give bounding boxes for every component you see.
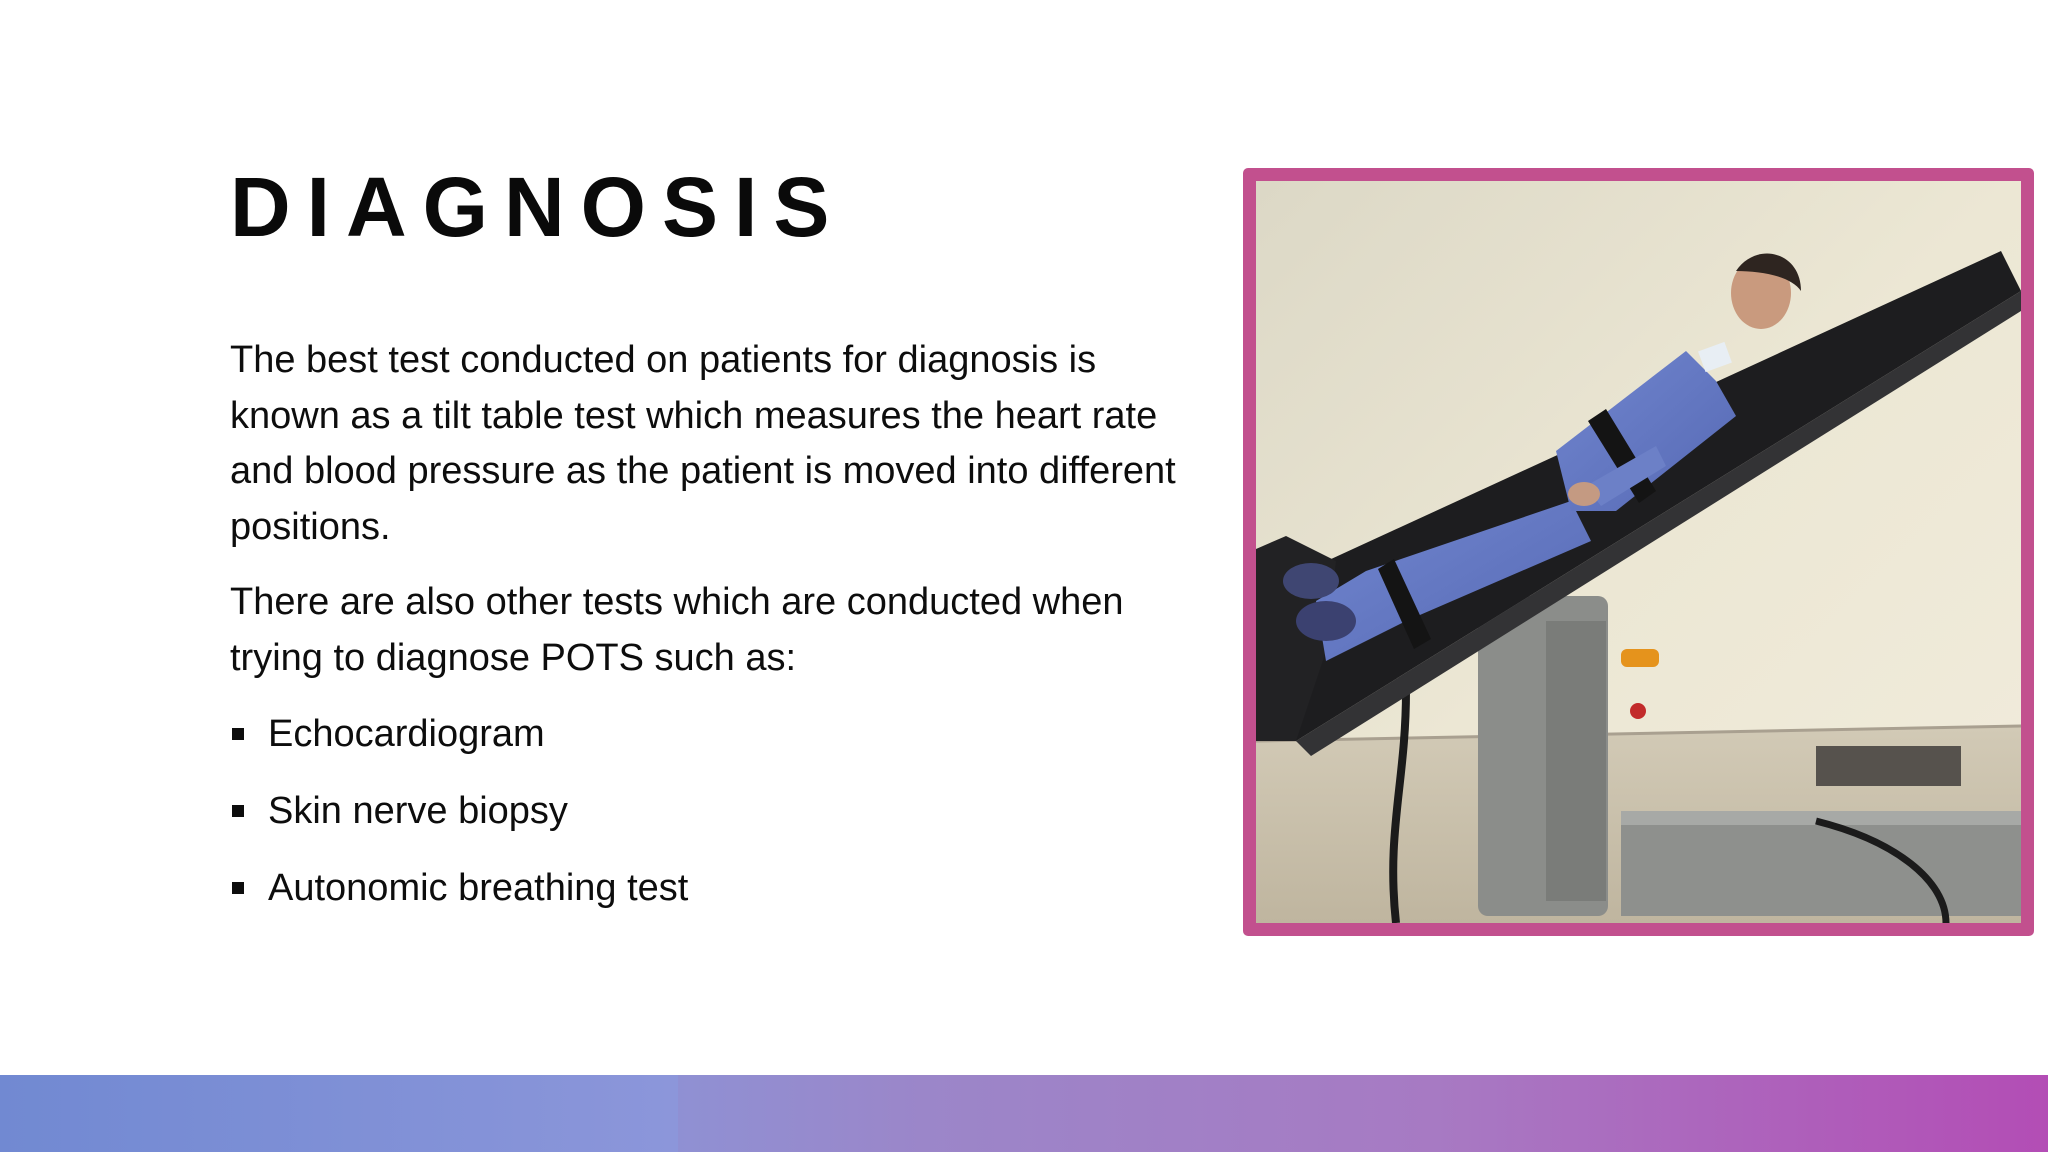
bullet-text: Autonomic breathing test	[268, 867, 689, 909]
footer-gradient-band	[0, 1075, 2048, 1152]
patient-shoe	[1283, 563, 1339, 599]
list-item	[230, 706, 1200, 762]
list-item	[230, 860, 1200, 916]
paragraph-tilt-table: The best test conducted on patients for diagnosis is known as a tilt table test which measures the heart rate and blood pressure as the patient is moved into different positions.	[230, 339, 1176, 548]
list-item	[230, 783, 1200, 839]
slide-title: DIAGNOSIS	[230, 160, 846, 254]
bullet-text: Echocardiogram	[268, 713, 545, 755]
footer-left-block	[0, 1075, 678, 1152]
tilt-table-photo	[1243, 168, 2034, 936]
bullet-text: Skin nerve biopsy	[268, 790, 568, 832]
square-bullet-icon	[232, 728, 244, 740]
patient-shoe	[1296, 601, 1356, 641]
tests-bullet-list	[230, 706, 1200, 916]
paragraph-other-tests: There are also other tests which are conducted when trying to diagnose POTS such as:	[230, 581, 1124, 679]
square-bullet-icon	[232, 805, 244, 817]
square-bullet-icon	[232, 882, 244, 894]
slide-body	[230, 333, 1200, 937]
tilt-table-illustration	[1256, 181, 2021, 923]
